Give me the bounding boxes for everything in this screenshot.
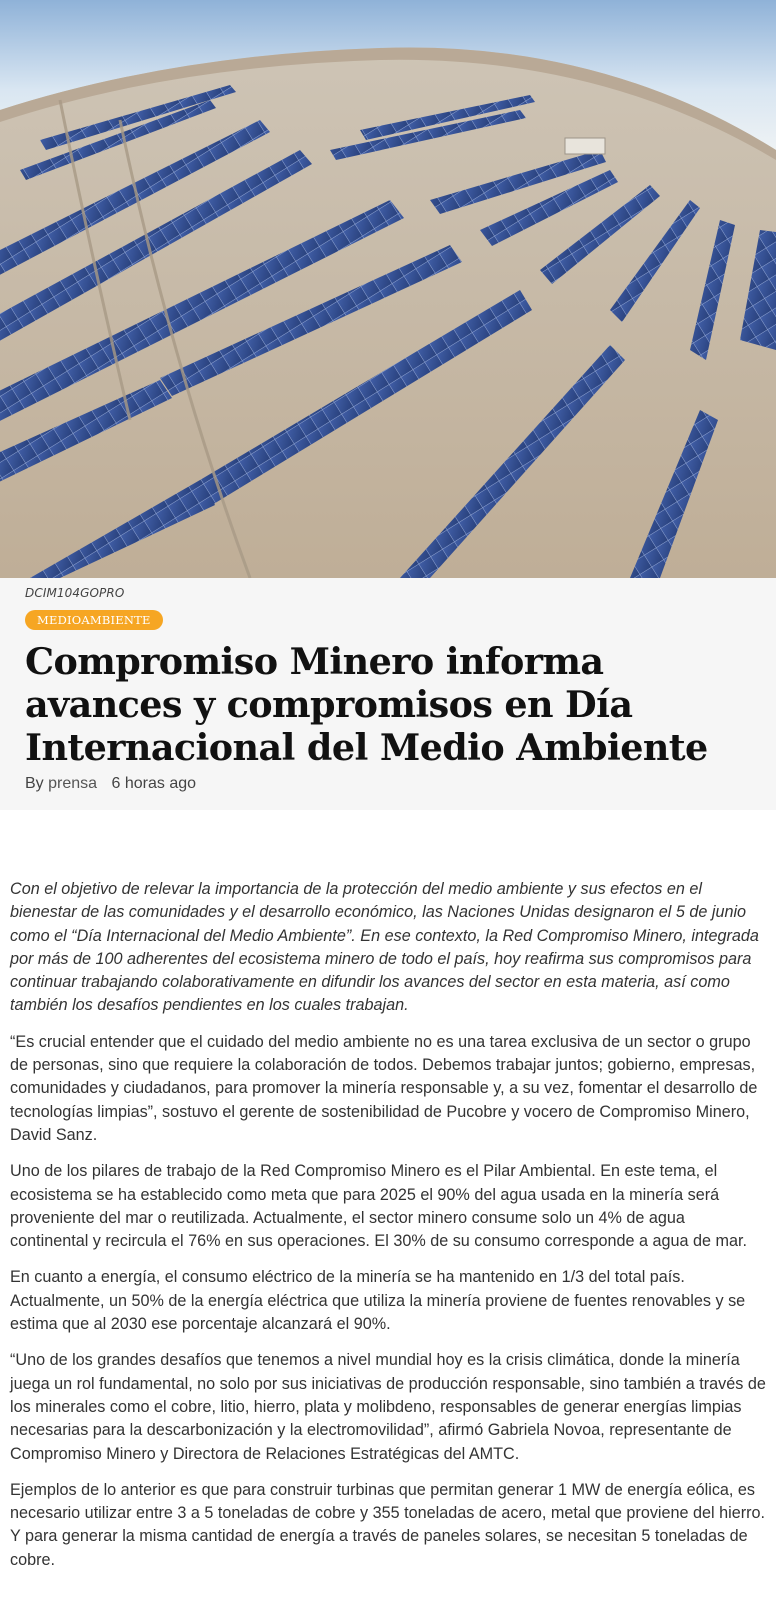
published-time: 6 horas ago — [111, 775, 197, 792]
body-paragraph: “Es crucial entender que el cuidado del medio ambiente no es una tarea exclusiva de un sector o grupo de personas, sino que requiere la colaboración de todos. Debemos trabajar juntos; gobierno, empresas, comunidades y ciudadanos, para promover la minería responsable y, a su vez, fomentar el desarrollo de tecnologías limpias”, sostuvo el gerente de sostenibilidad de Pucobre y vocero de Compromiso Minero, David Sanz. — [10, 1032, 758, 1144]
category-badge[interactable]: MEDIOAMBIENTE — [25, 610, 163, 630]
article-meta — [25, 775, 751, 793]
body-paragraph: En cuanto a energía, el consumo eléctrico de la minería se ha mantenido en 1/3 del total país. Actualmente, un 50% de la energía eléctrica que utiliza la minería proviene de fuentes renovables y se estima que al 2030 ese porcentaje alcanzará el 90%. — [10, 1268, 746, 1334]
image-caption: DCIM104GOPRO — [25, 586, 125, 600]
article-title: Compromiso Minero informa avances y compromisos en Día Internacional del Medio Ambiente — [25, 640, 708, 769]
body-paragraph: Ejemplos de lo anterior es que para construir turbinas que permitan generar 1 MW de energía eólica, es necesario utilizar entre 3 a 5 toneladas de cobre y 355 toneladas de acero, metal que proviene del hierro. Y para generar la misma cantidad de energía a través de paneles solares, se necesitan 5 toneladas de cobre. — [10, 1480, 765, 1569]
article-header — [0, 578, 776, 810]
solar-farm-photo — [0, 0, 776, 578]
lead-paragraph: Con el objetivo de relevar la importancia de la protección del medio ambiente y sus efectos en el bienestar de las comunidades y el desarrollo económico, las Naciones Unidas designaron el 5 de junio como el “Día Internacional del Medio Ambiente”. En ese contexto, la Red Compromiso Minero, integrada por más de 100 adherentes del ecosistema minero de todo el país, hoy reafirma sus compromisos para continuar trabajando colaborativamente en difundir los avances del sector en esta materia, así como también los desafíos pendientes en los cuales trabajan. — [10, 880, 759, 1015]
hero-image — [0, 0, 776, 578]
body-paragraph: “Uno de los grandes desafíos que tenemos a nivel mundial hoy es la crisis climática, donde la minería juega un rol fundamental, no solo por sus iniciativas de producción responsable, sino también a través de los minerales como el cobre, litio, hierro, plata y molibdeno, responsables de generar energías limpias necesarias para la descarbonización y la electromovilidad”, afirmó Gabriela Novoa, representante de Compromiso Minero y Directora de Relaciones Estratégicas del AMTC. — [10, 1351, 766, 1463]
by-label: By — [25, 775, 44, 792]
body-paragraph: Uno de los pilares de trabajo de la Red Compromiso Minero es el Pilar Ambiental. En este tema, el ecosistema se ha establecido como meta que para 2025 el 90% del agua usada en la minería será proveniente del mar o reutilizada. Actualmente, el sector minero consume solo un 4% de agua continental y recircula el 76% en sus operaciones. El 30% de su consumo corresponde a agua de mar. — [10, 1162, 747, 1251]
author-link[interactable]: prensa — [48, 775, 98, 792]
article-body — [0, 810, 776, 1572]
